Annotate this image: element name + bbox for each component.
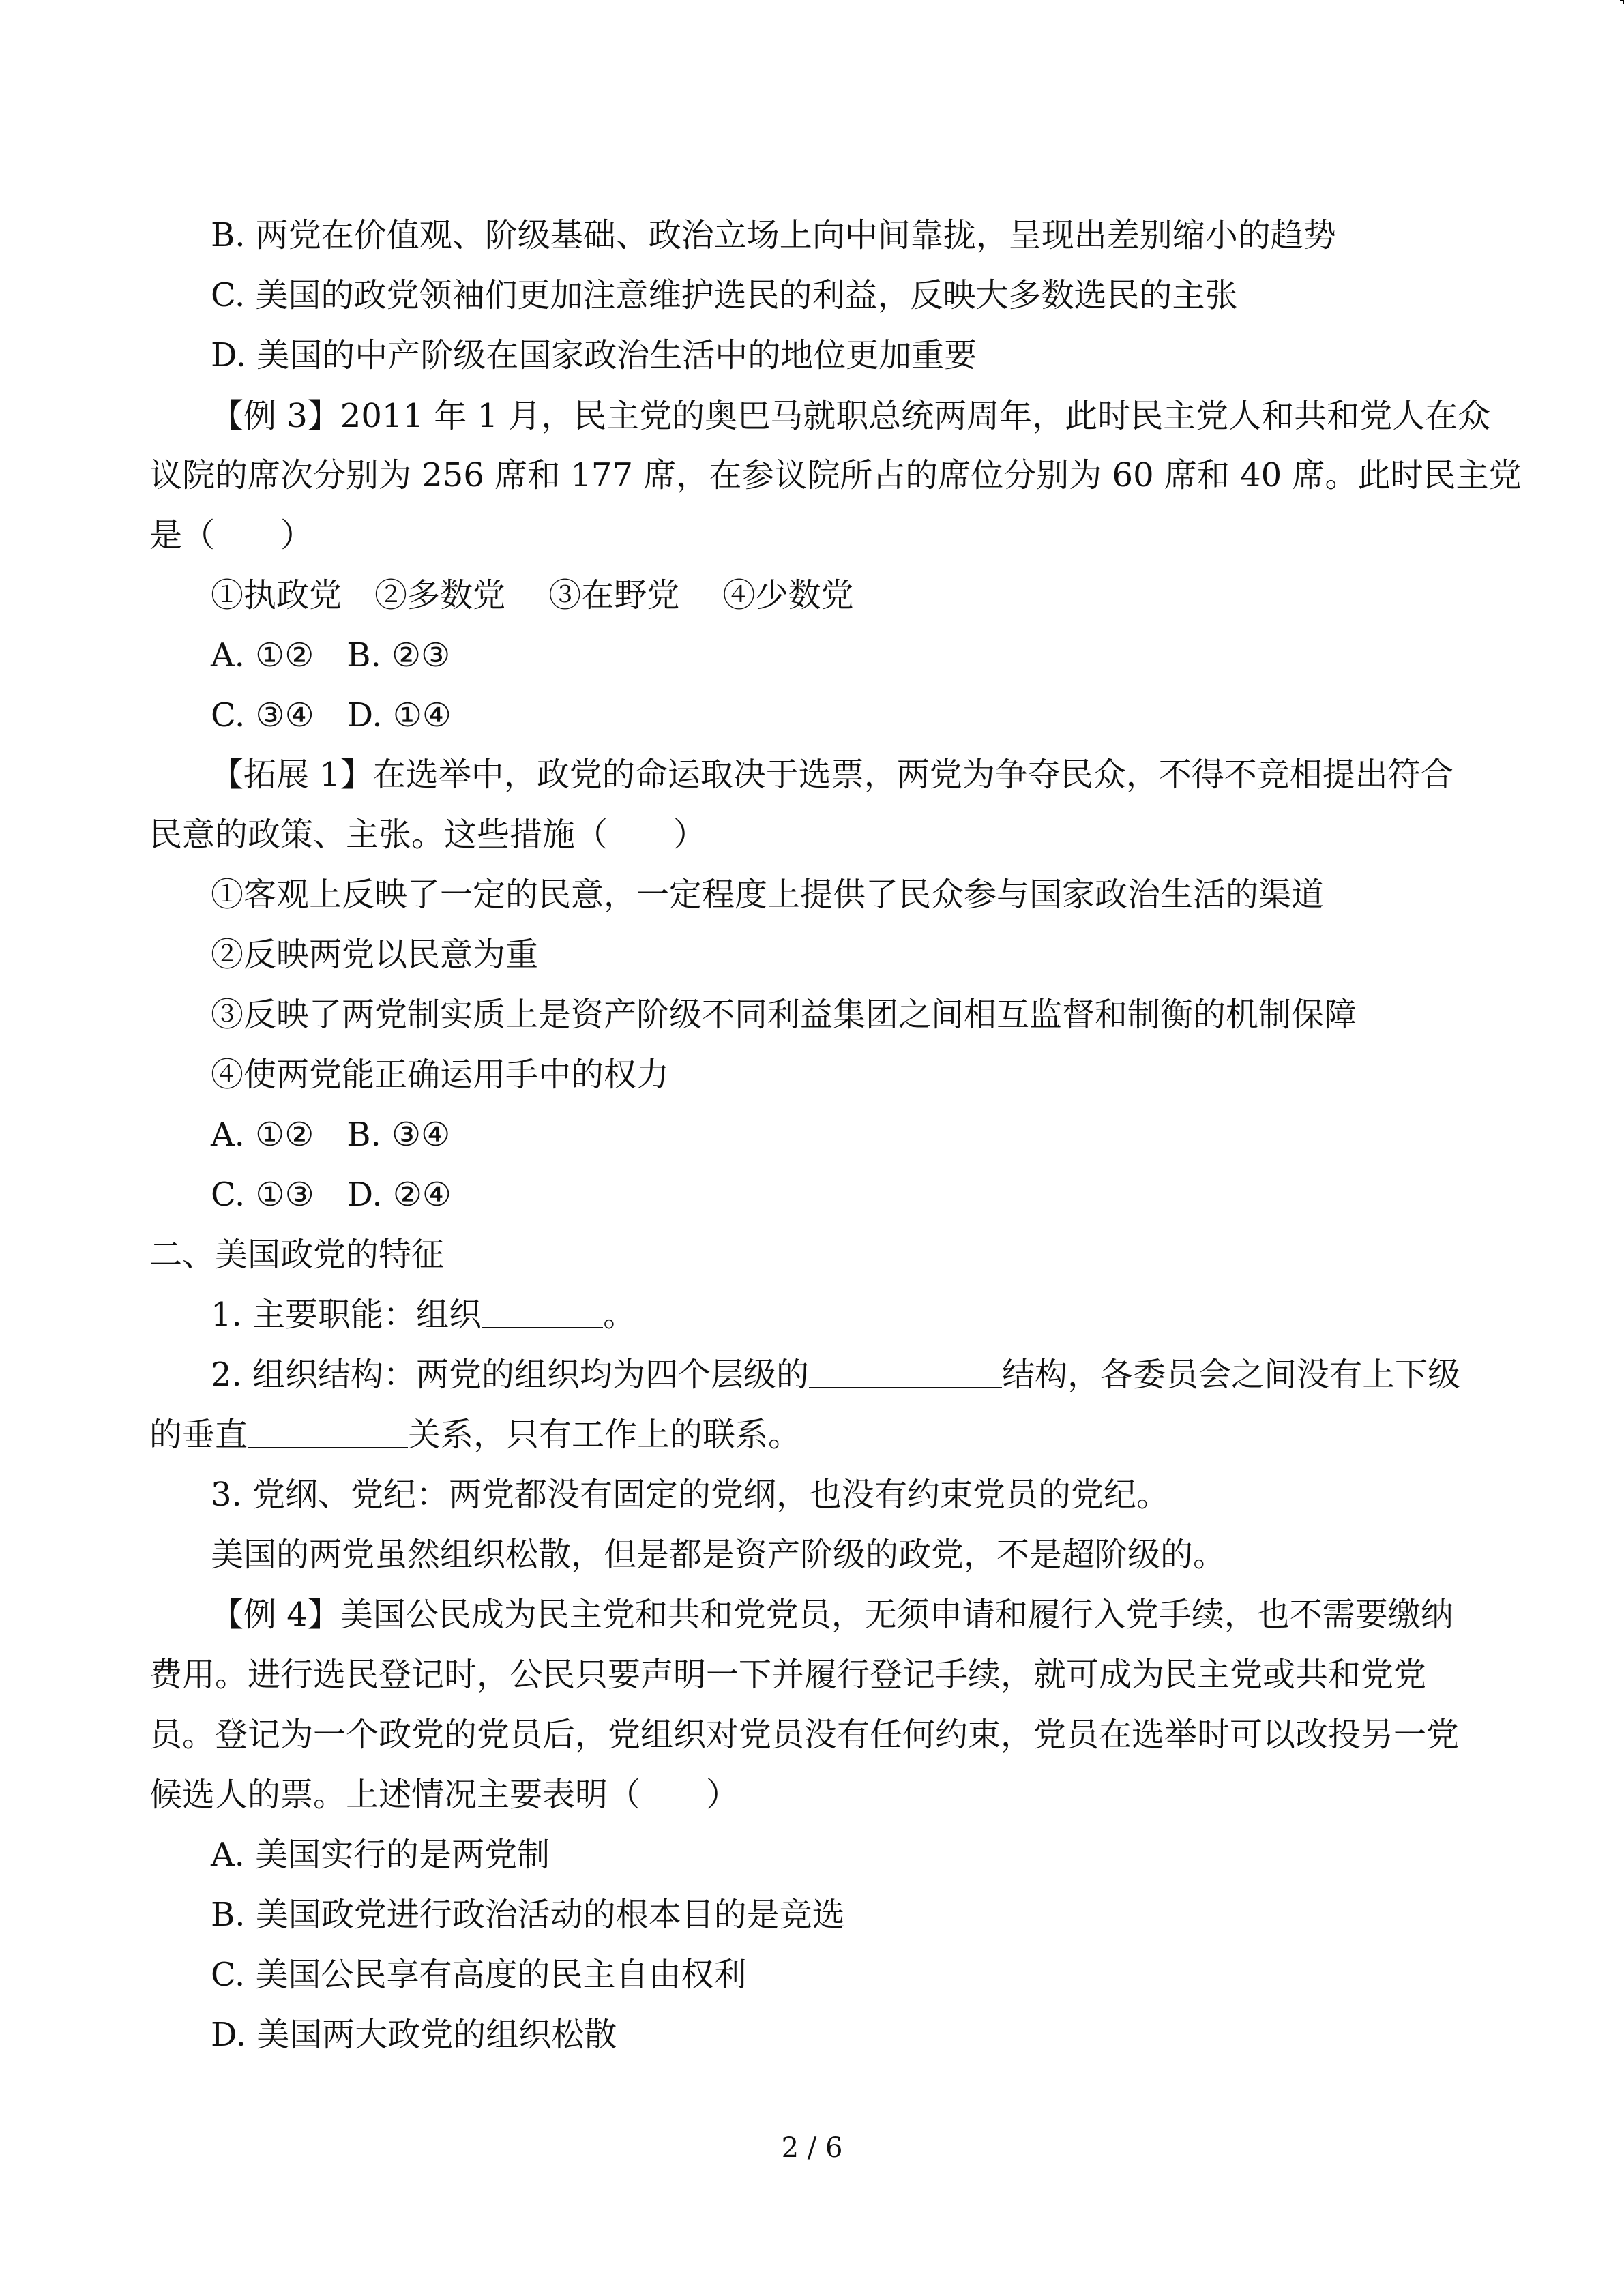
example-4-question: 候选人的票。上述情况主要表明（ ） [149, 1776, 739, 1814]
option-c-line: C. 美国的政党领袖们更加注意维护选民的利益，反映大多数选民的主张 [211, 276, 1238, 314]
feature-1-text: 1. 主要职能：组织 [211, 1296, 482, 1334]
feature-2-line [211, 1355, 1460, 1395]
example-3-text: 议院的席次分别为 256 席和 177 席，在参议院所占的席位分别为 60 席和 40 席。此时民主党 [149, 456, 1522, 494]
option-b-line: B. 两党在价值观、阶级基础、政治立场上向中间靠拢，呈现出差别缩小的趋势 [211, 216, 1336, 254]
fill-in-blank[interactable] [482, 1300, 603, 1328]
example-3-heading: 【例 3】2011 年 1 月，民主党的奥巴马就职总统两周年，此时民主党人和共和党人在众 [211, 397, 1491, 435]
example-4-heading: 【例 4】美国公民成为民主党和共和党党员，无须申请和履行入党手续，也不需要缴纳 [211, 1596, 1453, 1634]
example-3-options-ab: A. ①② B. ②③ [211, 636, 451, 674]
page-corner-mark [1620, 0, 1624, 4]
extension-1-options-cd: C. ①③ D. ②④ [211, 1176, 452, 1214]
extension-1-statement-3: ③反映了两党制实质上是资产阶级不同利益集团之间相互监督和制衡的机制保障 [211, 996, 1357, 1034]
example-4-option-d: D. 美国两大政党的组织松散 [211, 2016, 617, 2054]
summary-line: 美国的两党虽然组织松散，但是都是资产阶级的政党，不是超阶级的。 [211, 1536, 1226, 1574]
option-d-line: D. 美国的中产阶级在国家政治生活中的地位更加重要 [211, 336, 977, 374]
fill-in-blank[interactable] [248, 1420, 408, 1448]
feature-2-text: 2. 组织结构：两党的组织均为四个层级的 [211, 1356, 810, 1394]
example-4-text-1: 费用。进行选民登记时，公民只要声明一下并履行登记手续，就可成为民主党或共和党党 [149, 1656, 1427, 1694]
extension-1-heading: 【拓展 1】在选举中，政党的命运取决于选票，两党为争夺民众，不得不竞相提出符合 [211, 756, 1453, 794]
example-4-option-a: A. 美国实行的是两党制 [211, 1836, 550, 1874]
feature-1-line [211, 1295, 636, 1335]
extension-1-statement-2: ②反映两党以民意为重 [211, 936, 539, 974]
page-number: 2 / 6 [781, 2132, 843, 2164]
feature-2-continued [149, 1415, 801, 1455]
fill-in-blank[interactable] [809, 1360, 1002, 1388]
example-3-question: 是（ ） [149, 516, 314, 554]
feature-1-end: 。 [603, 1296, 636, 1334]
section-heading: 二、美国政党的特征 [149, 1236, 445, 1274]
extension-1-question: 民意的政策、主张。这些措施（ ） [149, 816, 707, 854]
example-3-statements: ①执政党 ②多数党 ③在野党 ④少数党 [211, 576, 854, 614]
example-4-option-b: B. 美国政党进行政治活动的根本目的是竞选 [211, 1896, 845, 1934]
feature-3-line: 3. 党纲、党纪：两党都没有固定的党纲，也没有约束党员的党纪。 [211, 1476, 1170, 1514]
example-4-option-c: C. 美国公民享有高度的民主自由权利 [211, 1956, 747, 1994]
feature-2-cont-end: 关系，只有工作上的联系。 [408, 1416, 801, 1454]
example-3-options-cd: C. ③④ D. ①④ [211, 696, 452, 734]
extension-1-statement-1: ①客观上反映了一定的民意，一定程度上提供了民众参与国家政治生活的渠道 [211, 876, 1325, 914]
extension-1-statement-4: ④使两党能正确运用手中的权力 [211, 1056, 670, 1094]
feature-2-text-end: 结构，各委员会之间没有上下级 [1002, 1356, 1461, 1394]
extension-1-options-ab: A. ①② B. ③④ [211, 1116, 451, 1154]
feature-2-cont-text: 的垂直 [149, 1416, 248, 1454]
example-4-text-2: 员。登记为一个政党的党员后，党组织对党员没有任何约束，党员在选举时可以改投另一党 [149, 1716, 1460, 1754]
